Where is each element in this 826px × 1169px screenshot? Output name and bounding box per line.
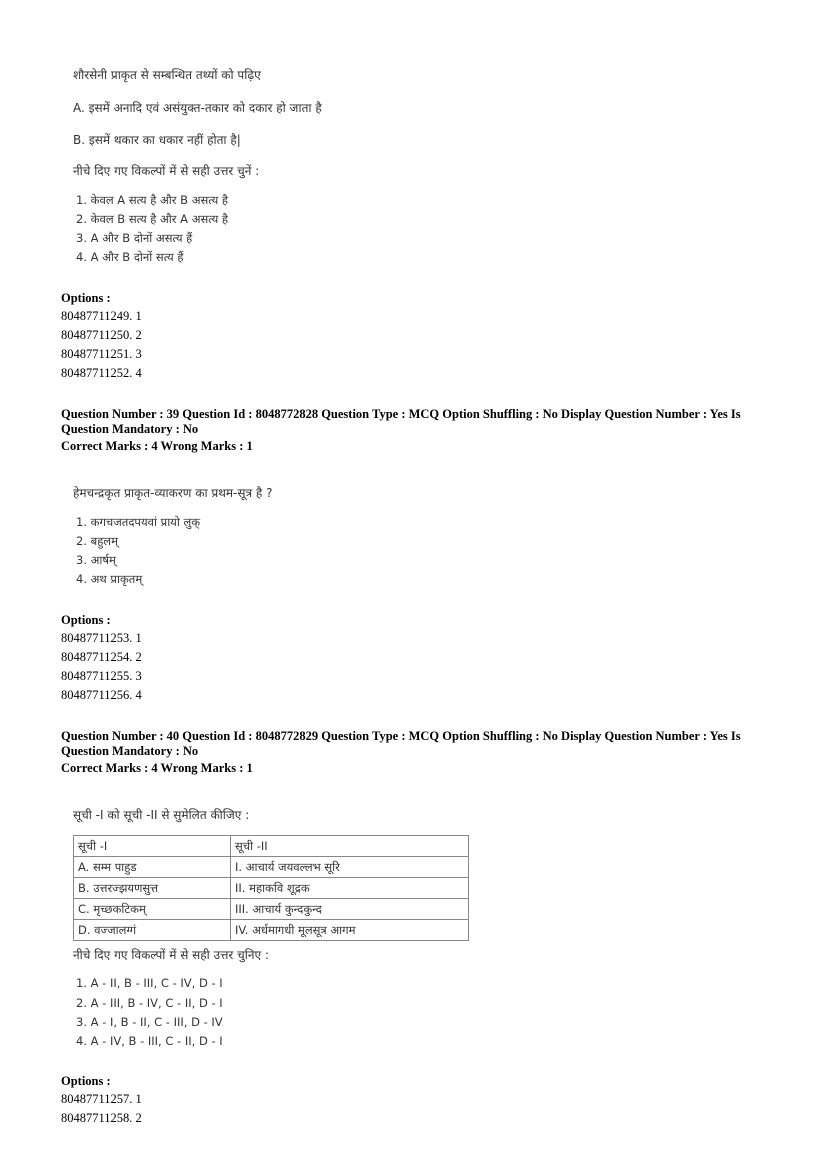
q40-marks: Correct Marks : 4 Wrong Marks : 1 xyxy=(61,761,253,775)
q39-option-id-4: 80487711256. 4 xyxy=(61,688,142,702)
table-header-row xyxy=(74,836,469,857)
q38-option-id-2: 80487711250. 2 xyxy=(61,328,142,342)
table-header-cell: सूची -II xyxy=(231,836,469,857)
q40-choice-1: 1. A - II, B - III, C - IV, D - I xyxy=(76,976,223,990)
q39-meta-line1: Question Number : 39 Question Id : 8048772828 Question Type : MCQ Option Shuffling : No Display Question Number : Yes Is xyxy=(61,407,741,421)
q40-instruction: नीचे दिए गए विकल्पों में से सही उत्तर चुनिए : xyxy=(73,948,270,962)
q38-options-label: Options : xyxy=(61,291,111,305)
table-row xyxy=(74,920,469,941)
q40-meta-line2: Question Mandatory : No xyxy=(61,744,199,758)
table-cell: IV. अर्धमागधी मूलसूत्र आगम xyxy=(231,920,469,941)
q38-option-id-3: 80487711251. 3 xyxy=(61,347,142,361)
q38-choice-2: 2. केवल B सत्य है और A असत्य है xyxy=(76,212,229,226)
table-row xyxy=(74,899,469,920)
q38-choice-4: 4. A और B दोनों सत्य हैं xyxy=(76,250,184,264)
table-row xyxy=(74,878,469,899)
q39-choice-4: 4. अथ प्राकृतम् xyxy=(76,572,143,586)
q40-option-id-2: 80487711258. 2 xyxy=(61,1111,142,1125)
match-table xyxy=(73,835,469,941)
q39-marks: Correct Marks : 4 Wrong Marks : 1 xyxy=(61,439,253,453)
q40-meta-line1: Question Number : 40 Question Id : 8048772829 Question Type : MCQ Option Shuffling : No Display Question Number : Yes Is xyxy=(61,729,741,743)
q39-meta-line2: Question Mandatory : No xyxy=(61,422,199,436)
q38-statement-a: A. इसमें अनादि एवं असंयुक्त-तकार को दकार हो जाता है xyxy=(73,101,322,115)
q40-choice-3: 3. A - I, B - II, C - III, D - IV xyxy=(76,1015,223,1029)
q39-option-id-3: 80487711255. 3 xyxy=(61,669,142,683)
q38-stem: शौरसेनी प्राकृत से सम्बन्धित तथ्यों को पढ़िए xyxy=(73,68,261,82)
table-header-cell: सूची -I xyxy=(74,836,231,857)
q38-statement-b: B. इसमें थकार का धकार नहीं होता है| xyxy=(73,133,241,147)
q39-choice-1: 1. कगचजतदपयवां प्रायो लुक् xyxy=(76,515,201,529)
q38-option-id-1: 80487711249. 1 xyxy=(61,309,142,323)
q40-stem: सूची -I को सूची -II से सुमेलित कीजिए : xyxy=(73,808,250,822)
table-cell: III. आचार्य कुन्दकुन्द xyxy=(231,899,469,920)
table-row xyxy=(74,857,469,878)
q38-instruction: नीचे दिए गए विकल्पों में से सही उत्तर चुनें : xyxy=(73,164,260,178)
table-cell: II. महाकवि शूद्रक xyxy=(231,878,469,899)
q39-option-id-1: 80487711253. 1 xyxy=(61,631,142,645)
q39-options-label: Options : xyxy=(61,613,111,627)
table-cell: C. मृच्छकटिकम् xyxy=(74,899,231,920)
q39-stem: हेमचन्द्रकृत प्राकृत-व्याकरण का प्रथम-सूत्र है ? xyxy=(73,486,273,500)
q38-option-id-4: 80487711252. 4 xyxy=(61,366,142,380)
table-cell: D. वज्जालग्गं xyxy=(74,920,231,941)
table-cell: I. आचार्य जयवल्लभ सूरि xyxy=(231,857,469,878)
q40-choice-4: 4. A - IV, B - III, C - II, D - I xyxy=(76,1034,223,1048)
q38-choice-3: 3. A और B दोनों असत्य हैं xyxy=(76,231,193,245)
table-cell: A. सम्म पाहुड xyxy=(74,857,231,878)
q39-option-id-2: 80487711254. 2 xyxy=(61,650,142,664)
q40-options-label: Options : xyxy=(61,1074,111,1088)
q39-choice-2: 2. बहुलम् xyxy=(76,534,118,548)
q40-option-id-1: 80487711257. 1 xyxy=(61,1092,142,1106)
q39-choice-3: 3. आर्षम् xyxy=(76,553,116,567)
q38-choice-1: 1. केवल A सत्य है और B असत्य है xyxy=(76,193,229,207)
table-cell: B. उत्तरज्झयणसुत्त xyxy=(74,878,231,899)
q40-choice-2: 2. A - III, B - IV, C - II, D - I xyxy=(76,996,223,1010)
